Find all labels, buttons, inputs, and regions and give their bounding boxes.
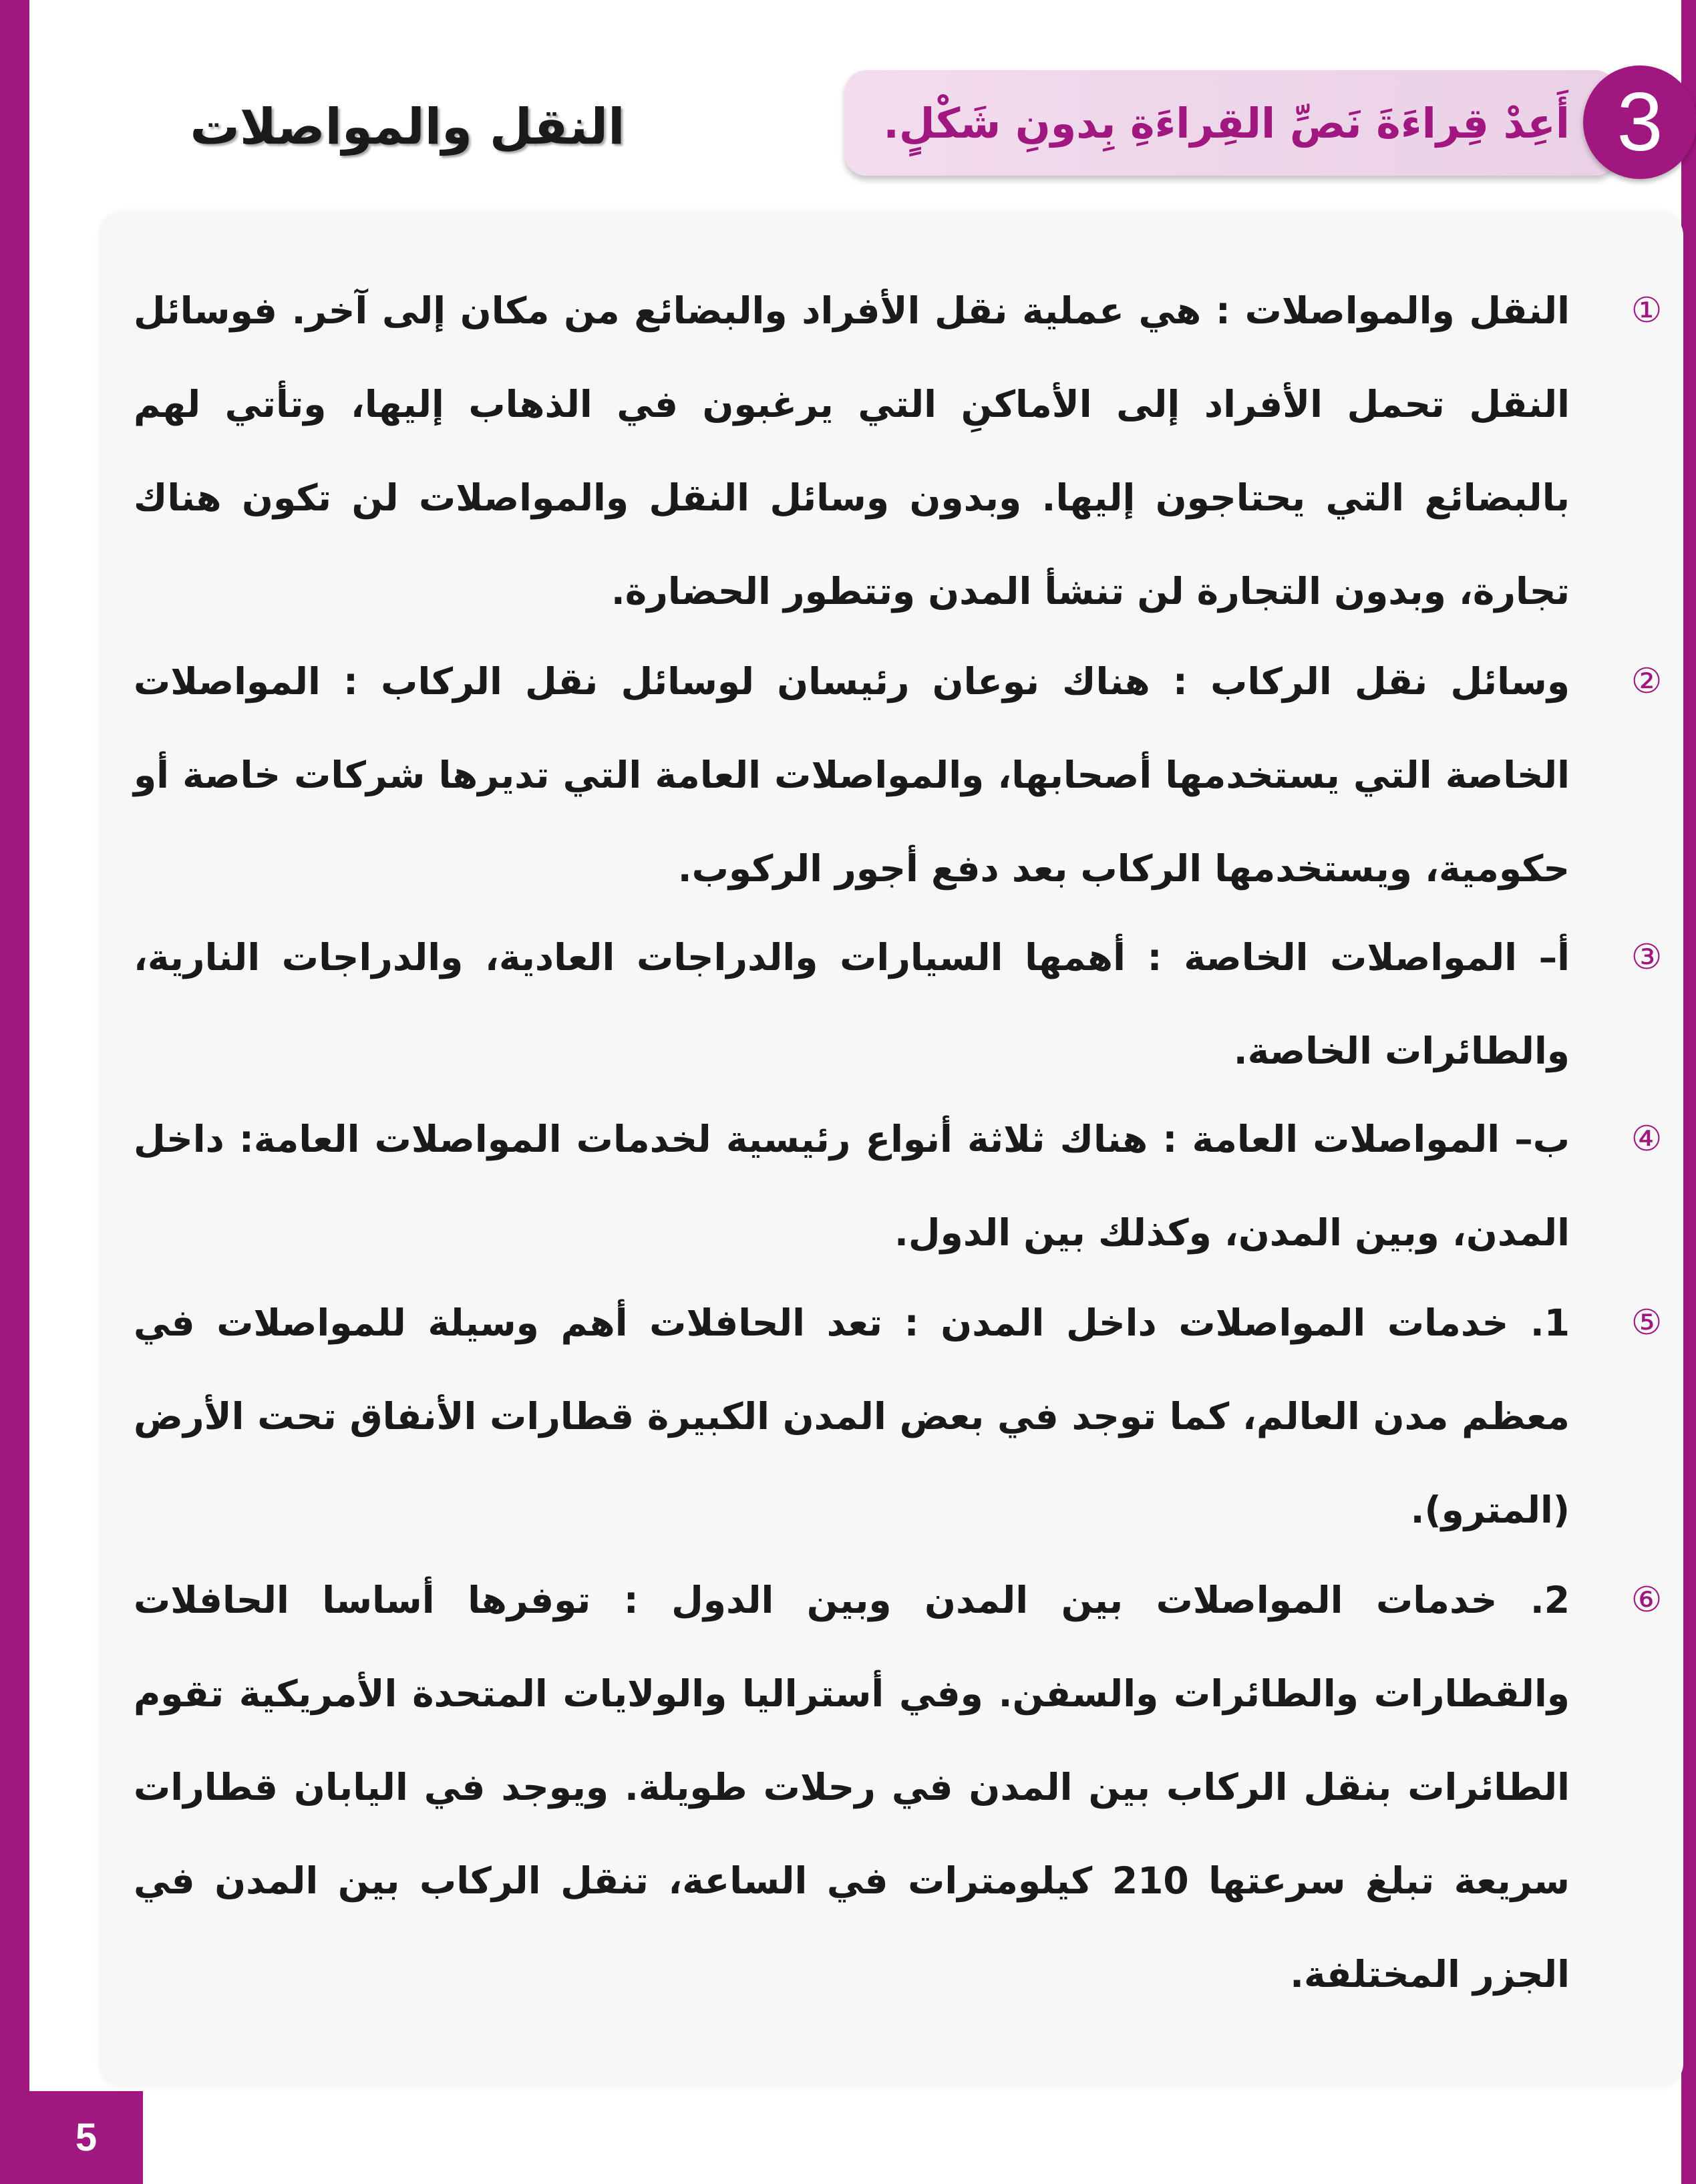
instruction-text: أَعِدْ قِراءَةَ نَصِّ القِراءَةِ بِدونِ شَكْلٍ. (883, 99, 1570, 148)
paragraph-6: 2. خدمات المواصلات بين المدن وبين الدول : توفرها أساسا الحافلات والقطارات والطائرات والسفن. وفي أستراليا والولايات المتحدة الأمريكية تقوم الطائرات بنقل الركاب بين المدن في رحلات طويلة. ويوجد في اليابان قطارات سريعة تبلغ سرعتها 210 كيلومترات في الساعة، تنقل الركاب بين المدن في الجزر المختلفة. (134, 1579, 1570, 1996)
paragraph-marker-1: ① (1631, 291, 1663, 331)
paragraph-3: أ– المواصلات الخاصة : أهمها السيارات والدراجات العادية، والدراجات النارية، والطائرات الخاصة. (134, 936, 1570, 1072)
paragraph-5: 1. خدمات المواصلات داخل المدن : تعد الحافلات أهم وسيلة للمواصلات في معظم مدن العالم، كما توجد في بعض المدن الكبيرة قطارات الأنفاق تحت الأرض (المترو). (134, 1301, 1570, 1531)
right-page-edge (1681, 0, 1696, 2184)
paragraph-marker-5: ⑤ (1631, 1303, 1663, 1343)
paragraph-marker-6: ⑥ (1631, 1580, 1663, 1620)
paragraph-4: ب– المواصلات العامة : هناك ثلاثة أنواع رئيسية لخدمات المواصلات العامة: داخل المدن، وبين المدن، وكذلك بين الدول. (134, 1118, 1570, 1254)
lesson-title: النقل والمواصلات (190, 98, 625, 156)
paragraph-1: النقل والمواصلات : هي عملية نقل الأفراد والبضائع من مكان إلى آخر. فوسائل النقل تحمل الأفراد إلى الأماكنِ التي يرغبون في الذهاب إليها، وتأتي لهم بالبضائع التي يحتاجون إليها. وبدون وسائل النقل والمواصلات لن تكون هناك تجارة، وبدون التجارة لن تنشأ المدن وتتطور الحضارة. (134, 289, 1570, 613)
step-number-badge: 3 (1583, 65, 1696, 179)
paragraph-marker-2: ② (1631, 661, 1663, 701)
paragraph-marker-3: ③ (1631, 937, 1663, 977)
paragraph-marker-4: ④ (1631, 1119, 1663, 1159)
left-page-edge (0, 0, 29, 2184)
page-number: 5 (29, 2091, 143, 2184)
paragraph-2: وسائل نقل الركاب : هناك نوعان رئيسان لوسائل نقل الركاب : المواصلات الخاصة التي يستخدمها أصحابها، والمواصلات العامة التي تديرها شركات خاصة أو حكومية، ويستخدمها الركاب بعد دفع أجور الركوب. (134, 660, 1570, 890)
